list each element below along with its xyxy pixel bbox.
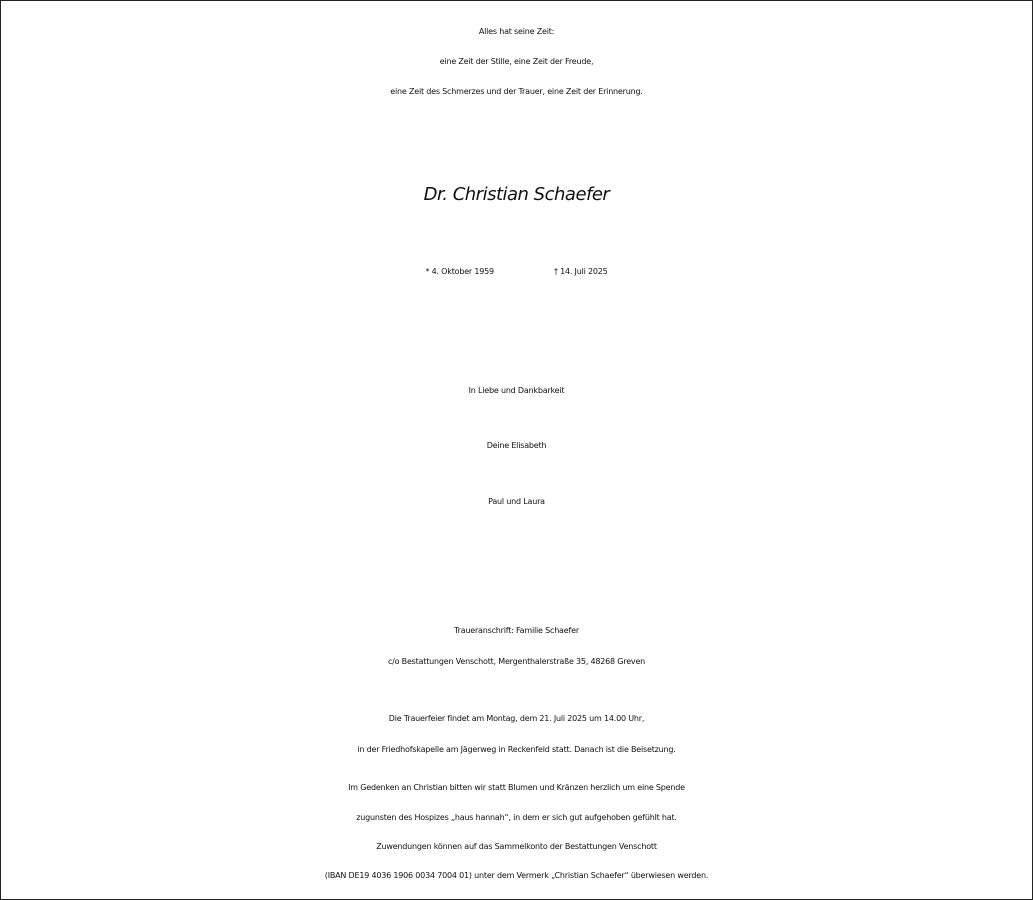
donation-line-1: Im Gedenken an Christian bitten wir statt Blumen und Kränzen herzlich um eine Spende (348, 783, 685, 792)
service-line-2: in der Friedhofskapelle am Jägerweg in Reckenfeld statt. Danach ist die Beisetzung. (357, 745, 676, 754)
life-dates (0, 267, 1033, 276)
deceased-name: Dr. Christian Schaefer (423, 184, 610, 205)
verse-line-2: eine Zeit der Stille, eine Zeit der Freude, (439, 57, 594, 66)
address-line-1: Traueranschrift: Familie Schaefer (454, 626, 579, 635)
service-line-1: Die Trauerfeier findet am Montag, dem 21. Juli 2025 um 14.00 Uhr, (388, 714, 645, 723)
donation-line-2: zugunsten des Hospizes „haus hannah“, in dem er sich gut aufgehoben gefühlt hat. (356, 813, 677, 822)
donation-line-4: (IBAN DE19 4036 1906 0034 7004 01) unter dem Vermerk „Christian Schaefer“ überwiesen werden. (324, 871, 709, 880)
verse-line-1: Alles hat seine Zeit: (478, 27, 555, 36)
verse-line-3: eine Zeit des Schmerzes und der Trauer, eine Zeit der Erinnerung. (390, 87, 643, 96)
death-date: † 14. Juli 2025 (553, 267, 608, 276)
dedication: In Liebe und Dankbarkeit (468, 386, 565, 395)
donation-line-3: Zuwendungen können auf das Sammelkonto der Bestattungen Venschott (376, 842, 657, 851)
address-line-2: c/o Bestattungen Venschott, Mergenthalerstraße 35, 48268 Greven (387, 657, 646, 666)
birth-date: * 4. Oktober 1959 (425, 267, 494, 276)
mourner-spouse: Deine Elisabeth (486, 441, 547, 450)
mourner-children: Paul und Laura (488, 497, 545, 506)
